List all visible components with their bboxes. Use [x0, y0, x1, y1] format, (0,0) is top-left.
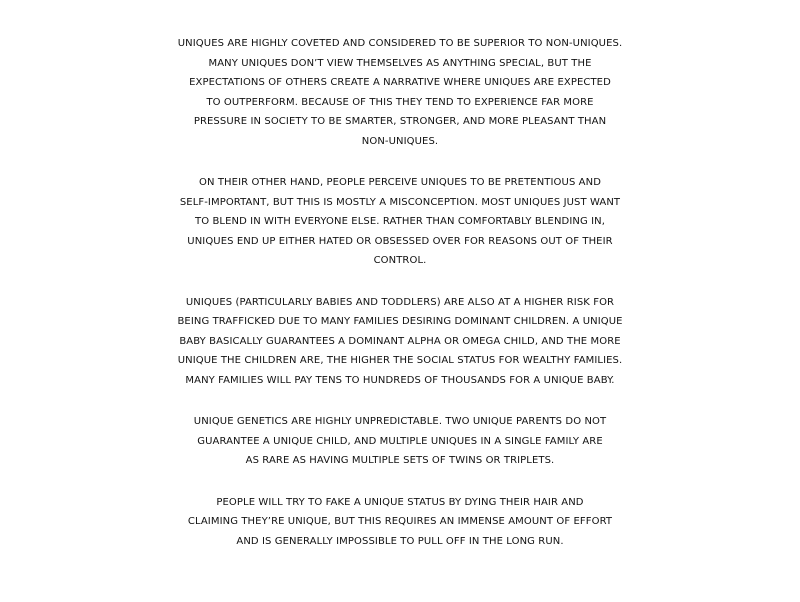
- text-line: GUARANTEE A UNIQUE CHILD, AND MULTIPLE UNIQUES IN A SINGLE FAMILY ARE: [197, 435, 603, 447]
- text-line: SELF-IMPORTANT, BUT THIS IS MOSTLY A MISCONCEPTION. MOST UNIQUES JUST WANT: [179, 196, 621, 208]
- text-line: BEING TRAFFICKED DUE TO MANY FAMILIES DESIRING DOMINANT CHILDREN. A UNIQUE: [177, 316, 623, 327]
- paragraph-genetics: [0, 412, 800, 471]
- text-line: UNIQUE THE CHILDREN ARE, THE HIGHER THE SOCIAL STATUS FOR WEALTHY FAMILIES.: [177, 355, 623, 366]
- text-line: AS RARE AS HAVING MULTIPLE SETS OF TWINS OR TRIPLETS.: [245, 455, 555, 466]
- text-line: NON-UNIQUES.: [361, 135, 439, 147]
- text-line: TO OUTPERFORM. BECAUSE OF THIS THEY TEND TO EXPERIENCE FAR MORE: [206, 96, 594, 108]
- text-line: PEOPLE WILL TRY TO FAKE A UNIQUE STATUS BY DYING THEIR HAIR AND: [216, 496, 584, 508]
- text-line: UNIQUES END UP EITHER HATED OR OBSESSED OVER FOR REASONS OUT OF THEIR: [187, 235, 613, 247]
- text-line: MANY FAMILIES WILL PAY TENS TO HUNDREDS OF THOUSANDS FOR A UNIQUE BABY.: [185, 374, 615, 386]
- text-line: UNIQUE GENETICS ARE HIGHLY UNPREDICTABLE. TWO UNIQUE PARENTS DO NOT: [193, 416, 607, 427]
- paragraph-perception: [0, 173, 800, 271]
- text-line: TO BLEND IN WITH EVERYONE ELSE. RATHER THAN COMFORTABLY BLENDING IN,: [194, 216, 606, 227]
- text-line: CONTROL.: [373, 255, 427, 266]
- text-line: EXPECTATIONS OF OTHERS CREATE A NARRATIVE WHERE UNIQUES ARE EXPECTED: [189, 77, 611, 88]
- paragraph-faking: [0, 493, 800, 552]
- text-line: ON THEIR OTHER HAND, PEOPLE PERCEIVE UNIQUES TO BE PRETENTIOUS AND: [199, 177, 601, 188]
- text-line: CLAIMING THEY’RE UNIQUE, BUT THIS REQUIRES AN IMMENSE AMOUNT OF EFFORT: [187, 516, 613, 527]
- text-line: PRESSURE IN SOCIETY TO BE SMARTER, STRONGER, AND MORE PLEASANT THAN: [193, 116, 607, 127]
- text-line: MANY UNIQUES DON’T VIEW THEMSELVES AS ANYTHING SPECIAL, BUT THE: [208, 57, 592, 69]
- paragraph-trafficking: [0, 293, 800, 391]
- paragraph-status: [0, 34, 800, 151]
- text-line: BABY BASICALLY GUARANTEES A DOMINANT ALPHA OR OMEGA CHILD, AND THE MORE: [179, 335, 621, 347]
- text-line: AND IS GENERALLY IMPOSSIBLE TO PULL OFF IN THE LONG RUN.: [236, 535, 564, 547]
- text-line: UNIQUES ARE HIGHLY COVETED AND CONSIDERED TO BE SUPERIOR TO NON-UNIQUES.: [177, 38, 623, 49]
- text-line: UNIQUES (PARTICULARLY BABIES AND TODDLERS) ARE ALSO AT A HIGHER RISK FOR: [185, 296, 615, 308]
